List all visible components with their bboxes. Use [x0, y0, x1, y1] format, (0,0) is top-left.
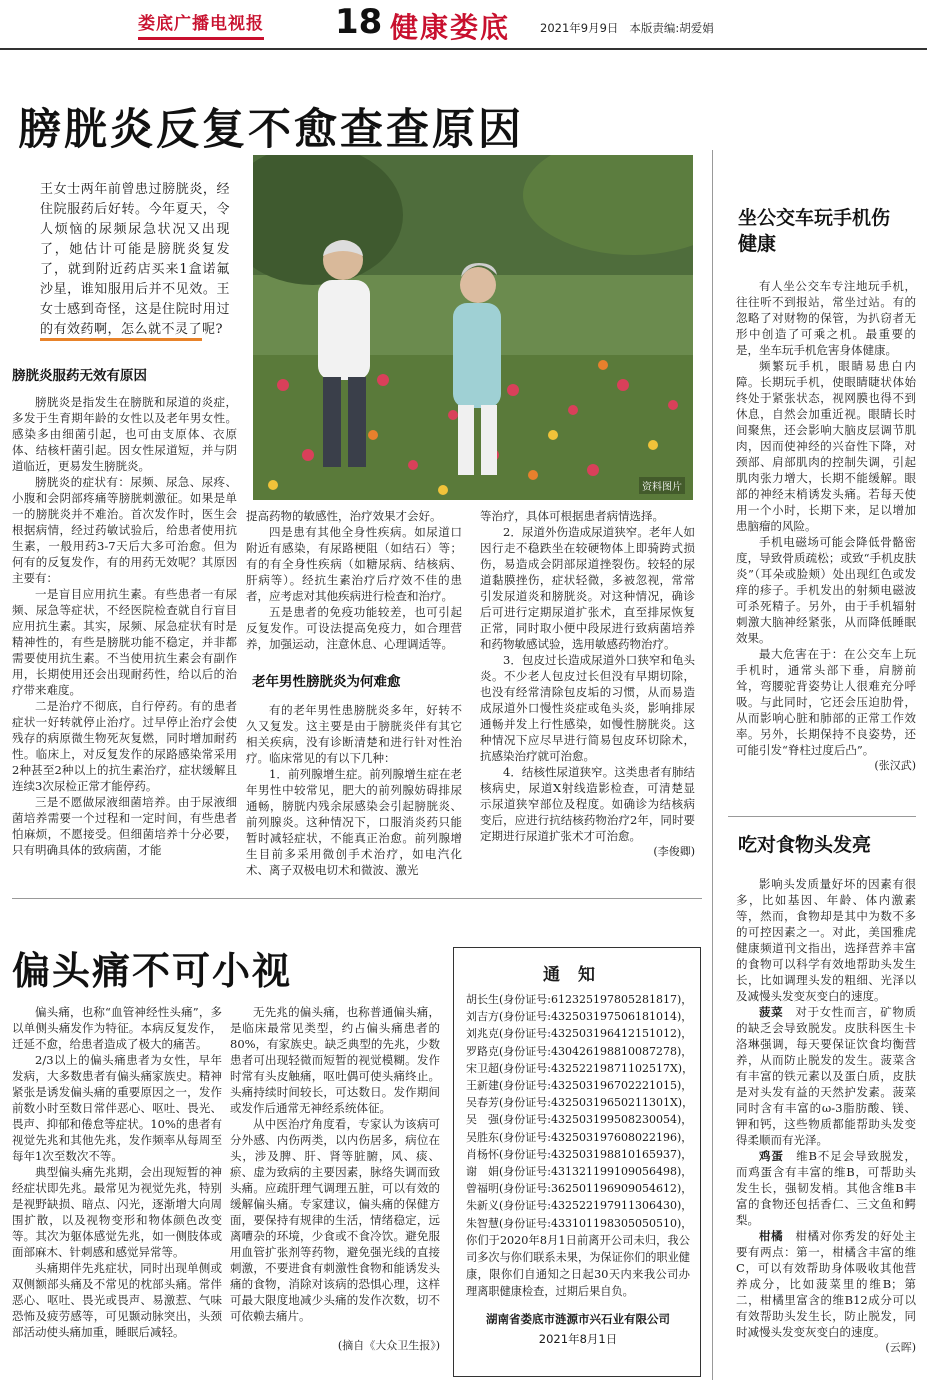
photo-caption: 资料图片: [639, 477, 685, 494]
paper-logo: [138, 6, 264, 42]
food-text: 柑橘对你秀发的好处主要有两点：第一，柑橘含丰富的维C，可以有效帮助身体吸收其他营养成分，比如菠菜里的维B；第二，柑橘里富含的维B12成分可以有效帮助头发生长，防止脱发，同时减慢头发变灰变白的速度。: [736, 1229, 916, 1339]
sidebar1-body: [736, 278, 916, 774]
intro-divider: [40, 338, 202, 341]
byline: (李俊卿): [653, 845, 695, 858]
food-name: 菠菜: [759, 1005, 784, 1019]
notice-line: 曾福明(身份证号:362501196909054612)，: [466, 1182, 693, 1196]
editor-credit: 本版责编:胡爱娟: [629, 21, 714, 35]
paragraph: 最大危害在于：在公交车上玩手机时，通常头部下垂，肩膀前耸，弯腰驼背姿势让人很难充分呼吸。与此同时，它还会压迫肋骨，从而影响心脏和肺部的正常工作效率。另外，长期保持不良姿势，还可能引发“脊柱过度后凸”。: [736, 647, 916, 757]
paragraph: 典型偏头痛先兆期，会出现短暂的神经症状即先兆。最常见为视觉先兆，特别是视野缺损、暗点、闪光，逐渐增大向周围扩散，以及视物变形和物体颜色改变等。其次为躯体感觉先兆，如一侧肢体或面部麻木、针刺感和感觉异常等。: [12, 1165, 222, 1259]
notice-line: 王新建(身份证号:432503196702221015)，: [466, 1079, 693, 1093]
article2-headline: 偏头痛不可小视: [12, 949, 293, 993]
food-name: 鸡蛋: [759, 1149, 784, 1163]
byline: (张汉武): [874, 759, 916, 772]
food-text: 对于女性而言，矿物质的缺乏会导致脱发。皮肤科医生卡洛琳强调，每天要保证饮食均衡营养，从而防止脱发的发生。菠菜含有丰富的铁元素以及蛋白质，皮肤是对头发有益的天然护发素。菠菜同时含有丰富的ω-3脂肪酸、镁、钾和钙，这些物质都能帮助头发变得柔顺而有光泽。: [736, 1005, 916, 1147]
paragraph: 3．包皮过长造成尿道外口狭窄和龟头炎。不少老人包皮过长但没有早期切除，也没有经常清除包皮垢的习惯，从而易造成尿道外口慢性炎症或龟头炎，影响排尿通畅并发上行性感染，如慢性膀胱炎。这种情况下应尽早进行简易包皮环切除术，抗感染治疗就可治愈。: [480, 653, 695, 763]
notice-line: 胡长生(身份证号:612325197805281817)，: [466, 993, 693, 1006]
article-photo: [253, 155, 693, 500]
main-col-2b: [246, 702, 462, 878]
notice-line: 吴春芳(身份证号:43250319650211301X)，: [466, 1096, 694, 1110]
paragraph: 五是患者的免疫功能较差，也可引起反复发作。可设法提高免疫力，如合理营养，加强运动，注意休息、心理调适等。: [246, 605, 462, 651]
column-rule: [712, 150, 713, 1380]
issue-date: 2021年9月9日: [540, 21, 619, 35]
article-intro: 王女士两年前曾患过膀胱炎，经住院服药后好转。今年夏天，令人烦恼的尿频尿急状况又出现了，她估计可能是膀胱炎复发了，就到附近药店买来1盒诺氟沙星，谁知服用后并不见效。王女士感到奇怪，这是住院时用过的有效药啊，怎么就不灵了呢?: [40, 182, 230, 337]
sidebar-rule: [728, 816, 916, 817]
main-col-3: [480, 508, 695, 860]
section-rule: [12, 898, 702, 899]
notice-line: 朱智慧(身份证号:433101198305050510)，: [466, 1216, 693, 1230]
food-name: 柑橘: [759, 1229, 784, 1243]
paragraph: 4．结核性尿道狭窄。这类患者有肺结核病史，尿道X射线造影检查，可清楚显示尿道狭窄部位及程度。如确诊为结核病变后，应进行抗结核药物治疗2年，同时要定期进行尿道扩张术才可治愈。: [480, 765, 695, 843]
notice-line: 朱新义(身份证号:432522197911306430)，: [466, 1199, 693, 1213]
paragraph: 膀胱炎是指发生在膀胱和尿道的炎症，多发于生育期年龄的女性以及老年男女性。感染多由细菌引起，也可由支原体、衣原体、结核杆菌引起。因女性尿道短，并与阴道临近，更易发生膀胱炎。: [12, 395, 237, 473]
paragraph: 一是盲目应用抗生素。有些患者一有尿频、尿急等症状，不经医院检查就自行盲目应用抗生素。其实，尿频、尿急症状有时是精神性的，有些是膀胱功能不稳定，并非都需要使用抗生素。不当使用抗生素会有副作用，长期使用还会出现耐药性，给以后的治疗带来难度。: [12, 587, 237, 697]
photo-illustration: [253, 155, 693, 500]
notice-line: 谢 娟(身份证号:431321199109056498)，: [466, 1165, 693, 1179]
notice-company: 湖南省娄底市涟源市兴石业有限公司: [486, 1311, 670, 1326]
byline: (云晖): [885, 1341, 916, 1354]
paragraph: 2/3以上的偏头痛患者为女性，早年发病，大多数患者有偏头痛家族史。精神紧张是诱发偏头痛的重要原因之一，发作前数小时至数日常伴恶心、呕吐、畏光、畏声、抑郁和倦怠等症状。10%的患者有视觉先兆和其他先兆，发作频率从每周至每年1次至数次不等。: [12, 1053, 222, 1163]
food-item: [736, 1148, 916, 1228]
article2-col-1: [12, 1004, 222, 1340]
paragraph: 从中医治疗角度看，专家认为该病可分外感、内伤两类，以内伤居多，病位在头，涉及脾、肝、肾等脏腑，风、痰、瘀、虚为致病的主要因素，脉络失调而致头痛。应疏肝理气调理五脏，可以有效的缓解偏头痛。专家建议，偏头痛的保健方面，要保持有规律的生活，情绪稳定，远离嘈杂的环境，少食或不食冷饮。避免服用血管扩张剂等药物，避免强光线的直接刺激，不要进食有刺激性食物和能诱发头痛的食物，消除对该病的恐惧心理，这样可最大限度地减少头痛的发作次数，切不可依赖去痛片。: [230, 1117, 440, 1323]
paragraph: 等治疗，具体可根据患者病情选择。: [480, 509, 664, 523]
sidebar1-headline: 坐公交车玩手机伤健康: [738, 207, 891, 255]
masthead-rule: [0, 48, 927, 50]
notice-line: 肖杨怀(身份证号:432503198810165937)，: [466, 1147, 693, 1161]
page-number: 18: [335, 2, 383, 42]
paragraph: 膀胱炎的症状有：尿频、尿急、尿疼、小腹和会阴部疼痛等膀胱刺激征。如果是单一的膀胱炎并不难治。首次发作时，医生会根据病情，经过药敏试验后，给患者使用抗生素，一般用药3-7天后大多可治愈。但为何有的反复发作，有的用药无效呢？其原因主要有：: [12, 475, 237, 585]
sidebar2-headline: 吃对食物头发亮: [738, 834, 872, 856]
paragraph: 偏头痛，也称“血管神经性头痛”，多以单侧头痛发作为特征。本病反复发作，迁延不愈，给患者造成了极大的痛苦。: [12, 1005, 222, 1051]
section-title: 健康娄底: [390, 11, 511, 44]
paragraph: 频繁玩手机，眼睛易患白内障。长期玩手机，使眼睛睫状体始终处于紧张状态，视网膜也得不到休息，自然会加重近视。眼睛长时间聚焦，还会影响大脑皮层调节肌肉，因而使神经的兴奋性下降，对颈部、肩部肌肉的控制失调，引起肌肉张力增大，长期不能缓解。眼部的神经末梢诱发头痛。若每天使用一个小时，长期下来，足以增加患脑瘤的风险。: [736, 359, 916, 533]
notice-line: 刘兆克(身份证号:432503196412151012)，: [466, 1027, 693, 1041]
paragraph: 影响头发质量好坏的因素有很多，比如基因、年龄、体内激素等，然而，食物却是其中为数不多的可控因素之一。对此，美国雅虎健康频道刊文指出，选择营养丰富的食物可以科学有效地帮助头发生长，比如调理头发的粗细、光泽以及减慢头发变灰变白的速度。: [736, 877, 916, 1003]
main-headline: 膀胱炎反复不愈查查原因: [18, 105, 524, 155]
paragraph: 四是患有其他全身性疾病。如尿道口附近有感染，有尿路梗阻（如结石）等；有的有全身性疾病（如糖尿病、结核病、肝病等）。经抗生素治疗后疗效不佳的患者，应考虑对其他疾病进行检查和治疗。: [246, 525, 462, 603]
paragraph: 无先兆的偏头痛，也称普通偏头痛，是临床最常见类型，约占偏头痛患者的80%，有家族史。缺乏典型的先兆，少数患者可出现轻微而短暂的视觉模糊。发作时常有头皮触痛，呕吐偶可使头痛终止。头痛持续时间较长，可达数日。发作期间或发作后通常无神经系统体征。: [230, 1005, 440, 1115]
notice-line: 吴 强(身份证号:432503199508230054)，: [466, 1113, 693, 1127]
paragraph: 手机电磁场可能会降低骨骼密度，导致骨质疏松；或致“手机皮肤炎”（耳朵或脸颊）处出现红色或发痒的疹子。手机发出的射频电磁波可杀死精子。另外，由于手机辐射刺激大脑神经紧张，从而降低睡眠效果。: [736, 535, 916, 645]
article2-col-2: [230, 1004, 440, 1354]
notice-title: 通知: [543, 965, 613, 985]
sidebar2-body: [736, 876, 916, 1356]
food-text: 维B不足会导致脱发，而鸡蛋含有丰富的维B，可帮助头发生长，强韧发梢。其他含维B丰富的食物还包括香仁、三文鱼和鳄梨。: [736, 1149, 917, 1227]
paragraph: 有人坐公交车专注地玩手机，往往听不到报站，常坐过站。有的忽略了对财物的保管，为扒窃者无形中创造了可乘之机。最重要的是，坐车玩手机危害身体健康。: [736, 279, 916, 357]
paragraph: 有的老年男性患膀胱炎多年，好转不久又复发。这主要是由于膀胱炎伴有其它相关疾病，没有诊断清楚和进行针对性治疗。临床常见的有以下几种：: [246, 703, 462, 765]
source-credit: (摘自《大众卫生报》): [337, 1339, 440, 1352]
main-col-2a: [246, 508, 462, 652]
subheading-2: 老年男性膀胱炎为何难愈: [252, 674, 401, 690]
notice-line: 罗路克(身份证号:430426198810087278)，: [466, 1044, 693, 1058]
dateline: [540, 20, 714, 36]
main-col-1: [12, 394, 237, 858]
paper-name: 娄底广播电视报: [138, 9, 264, 40]
notice-line: 宋卫超(身份证号:43252219871102517X)，: [466, 1061, 694, 1075]
paragraph: 提高药物的敏感性，治疗效果才会好。: [246, 509, 442, 523]
paragraph: 1．前列腺增生症。前列腺增生症在老年男性中较常见，肥大的前列腺妨碍排尿通畅，膀胱内残余尿感染会引起膀胱炎、前列腺炎。这种情况下，口服消炎药只能暂时减轻症状，不能真正治愈。前列腺增生目前多采用微创手术治疗，如电汽化术、离子双极电切术和微波、激光: [246, 767, 462, 877]
paragraph: 2．尿道外伤造成尿道狭窄。老年人如因行走不稳跌坐在较硬物体上即骑跨式损伤，易造成会阴部尿道挫裂伤。较轻的尿道黏膜挫伤，症状轻微，多被忽视，常常引发尿道炎和膀胱炎。对这种情况，确诊后可进行定期尿道扩张术，直至排尿恢复正常，同时取小便中段尿进行致病菌培养和药物敏感试验，选用敏感药物治疗。: [480, 525, 695, 651]
notice-line: 吴胜东(身份证号:432503197608022196)，: [466, 1130, 693, 1144]
paragraph: 二是治疗不彻底，自行停药。有的患者症状一好转就停止治疗。过早停止治疗会使残存的病原微生物死灰复燃，同时增加耐药性。临床上，对反复发作的尿路感染常采用2种甚至2种以上的抗生素治疗，症状缓解且连续3次尿检正常才能停药。: [12, 699, 237, 793]
subheading-1: 膀胱炎服药无效有原因: [12, 368, 147, 384]
notice-box: [453, 947, 701, 1377]
food-item: [736, 1004, 916, 1148]
paragraph: 头痛期伴先兆症状，同时出现单侧或双侧额部头痛及不常见的枕部头痛。常伴恶心、呕吐、畏光或畏声、易激惹、气味恐怖及疲劳感等，可见颞动脉突出，头颈部活动使头痛加重，睡眠后减轻。: [12, 1261, 222, 1339]
notice-body: 你们于2020年8月1日前离开公司未归，我公司多次与你们联系未果，为保证你们的职业健康，限你们自通知之日起30天内来我公司办理离职健康检查，过期后果自负。: [466, 1233, 690, 1299]
food-item: [736, 1228, 916, 1340]
notice-line: 刘吉方(身份证号:432503197506181014)，: [466, 1010, 693, 1024]
paragraph: 三是不愿做尿液细菌培养。由于尿液细菌培养需要一个过程和一定时间，有些患者怕麻烦，不愿接受。但细菌培养十分必要，只有明确具体的致病菌，才能: [12, 795, 237, 857]
notice-date: 2021年8月1日: [538, 1331, 618, 1346]
